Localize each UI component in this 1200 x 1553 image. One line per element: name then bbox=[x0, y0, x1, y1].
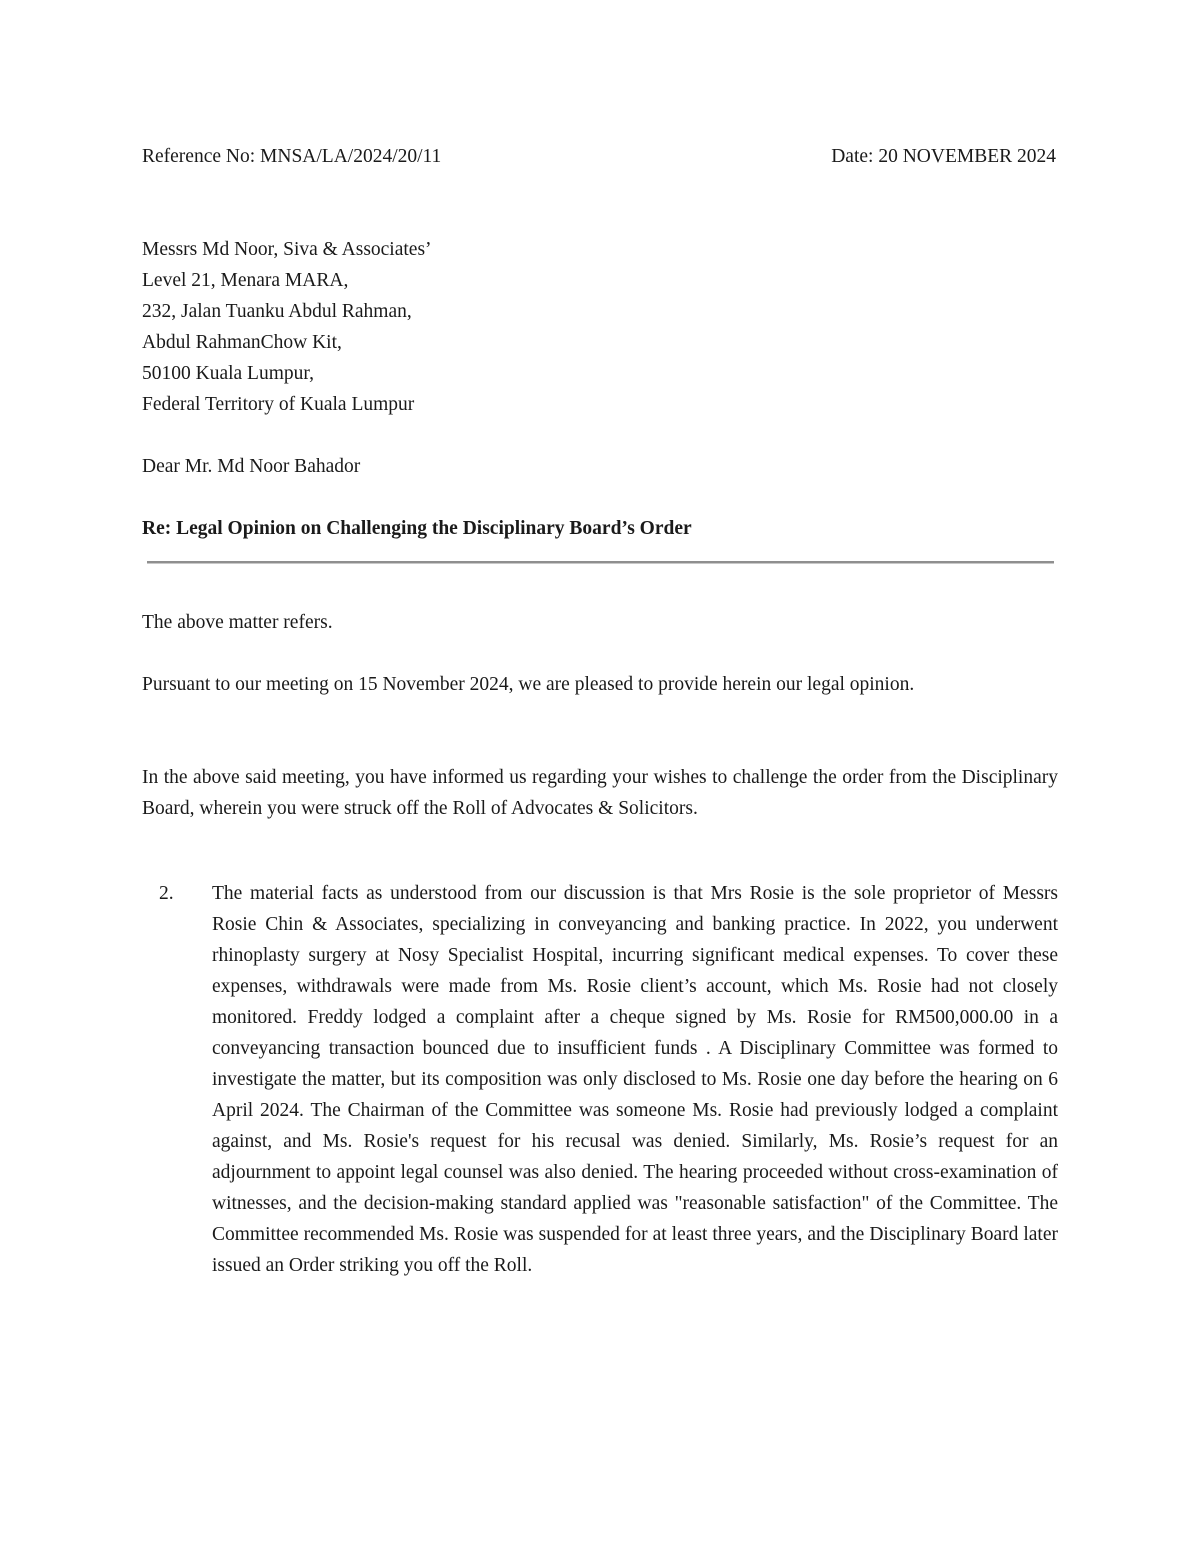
address-line: Federal Territory of Kuala Lumpur bbox=[142, 394, 415, 415]
address-line: 232, Jalan Tuanku Abdul Rahman, bbox=[142, 301, 412, 322]
letter-header bbox=[142, 141, 1056, 172]
paragraph-intro: The above matter refers. bbox=[142, 612, 333, 633]
material-facts-text: The material facts as understood from our discussion is that Mrs Rosie is the sole proprietor of Messrs Rosie Chin & Associates, specializing in conveyancing and banking practice. In 2022, you underwent rhinoplasty surgery at Nosy Specialist Hospital, incurring significant medical expenses. To cover these expenses, withdrawals were made from Ms. Rosie client’s account, which Ms. Rosie had not closely monitored. Freddy lodged a complaint after a cheque signed by Ms. Rosie for RM500,000.00 in a conveyancing transaction bounced due to insufficient funds . A Disciplinary Committee was formed to investigate the matter, but its composition was only disclosed to Ms. Rosie one day before the hearing on 6 April 2024. The Chairman of the Committee was someone Ms. Rosie had previously lodged a complaint against, and Ms. Rosie's request for his recusal was denied. Similarly, Ms. Rosie’s request for an adjournment to appoint legal counsel was also denied. The hearing proceeded without cross-examination of witnesses, and the decision-making standard applied was "reasonable satisfaction" of the Committee. The Committee recommended Ms. Rosie was suspended for at least three years, and the Disciplinary Board later issued an Order striking you off the Roll. bbox=[212, 883, 1058, 1276]
address-line: Abdul RahmanChow Kit, bbox=[142, 332, 342, 353]
address-line: Messrs Md Noor, Siva & Associates’ bbox=[142, 239, 432, 260]
address-line: Level 21, Menara MARA, bbox=[142, 270, 349, 291]
recipient-address bbox=[142, 234, 432, 420]
reference-number: Reference No: MNSA/LA/2024/20/11 bbox=[142, 146, 442, 167]
letter-date: Date: 20 NOVEMBER 2024 bbox=[831, 146, 1056, 167]
paragraph-number: 2. bbox=[159, 883, 174, 904]
subject-divider bbox=[147, 561, 1054, 564]
address-line: 50100 Kuala Lumpur, bbox=[142, 363, 314, 384]
salutation: Dear Mr. Md Noor Bahador bbox=[142, 456, 361, 477]
subject-line: Re: Legal Opinion on Challenging the Disciplinary Board’s Order bbox=[142, 518, 692, 539]
paragraph-request: In the above said meeting, you have informed us regarding your wishes to challenge the order from the Disciplinary Board, wherein you were struck off the Roll of Advocates & Solicitors. bbox=[142, 767, 1058, 819]
paragraph-meeting: Pursuant to our meeting on 15 November 2024, we are pleased to provide herein our legal opinion. bbox=[142, 674, 915, 695]
